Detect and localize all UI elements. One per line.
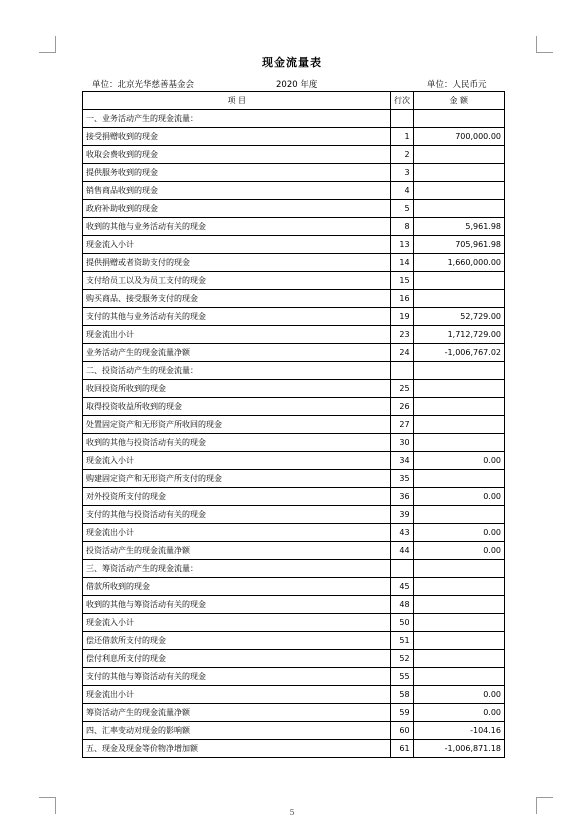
table-row (83, 740, 505, 758)
row-amount (413, 596, 504, 614)
document-title: 现金流量表 (262, 56, 322, 69)
table-row (83, 434, 505, 452)
row-line-no: 52 (391, 650, 413, 668)
row-amount (413, 398, 504, 416)
row-item: 现金流入小计 (83, 236, 391, 254)
organization-unit: 单位：北京光华慈善基金会 (92, 80, 195, 90)
row-line-no: 39 (391, 506, 413, 524)
row-amount (413, 668, 504, 686)
table-row (83, 488, 505, 506)
table-row (83, 578, 505, 596)
table-row (83, 380, 505, 398)
table-row (83, 632, 505, 650)
row-item: 业务活动产生的现金流量净额 (83, 344, 391, 362)
table-row (83, 164, 505, 182)
table-row (83, 128, 505, 146)
row-amount (413, 182, 504, 200)
row-line-no (391, 110, 413, 128)
row-line-no: 43 (391, 524, 413, 542)
table-row (83, 362, 505, 380)
table-row (83, 524, 505, 542)
table-row (83, 416, 505, 434)
row-amount (413, 290, 504, 308)
row-line-no (391, 560, 413, 578)
row-line-no: 24 (391, 344, 413, 362)
row-amount: -104.16 (413, 722, 504, 740)
row-item: 支付的其他与投资活动有关的现金 (83, 506, 391, 524)
row-amount: 700,000.00 (413, 128, 504, 146)
row-item: 偿还借款所支付的现金 (83, 632, 391, 650)
row-amount (413, 470, 504, 488)
table-row (83, 200, 505, 218)
row-line-no: 45 (391, 578, 413, 596)
row-line-no: 48 (391, 596, 413, 614)
row-item: 三、筹资活动产生的现金流量： (83, 560, 391, 578)
row-amount (413, 434, 504, 452)
row-item: 接受捐赠收到的现金 (83, 128, 391, 146)
row-amount: 0.00 (413, 686, 504, 704)
table-row (83, 272, 505, 290)
row-amount (413, 560, 504, 578)
header-line-no: 行次 (391, 92, 413, 110)
row-amount: 0.00 (413, 542, 504, 560)
table-row (83, 290, 505, 308)
row-amount (413, 506, 504, 524)
row-line-no: 59 (391, 704, 413, 722)
table-row (83, 182, 505, 200)
row-line-no: 8 (391, 218, 413, 236)
row-amount (413, 200, 504, 218)
table-row (83, 650, 505, 668)
row-line-no: 1 (391, 128, 413, 146)
row-line-no: 26 (391, 398, 413, 416)
row-amount: 5,961.98 (413, 218, 504, 236)
row-line-no: 5 (391, 200, 413, 218)
cash-flow-table (82, 91, 505, 758)
row-amount: -1,006,767.02 (413, 344, 504, 362)
row-line-no (391, 362, 413, 380)
row-amount (413, 272, 504, 290)
table-row (83, 218, 505, 236)
row-amount (413, 110, 504, 128)
row-line-no: 3 (391, 164, 413, 182)
row-line-no: 36 (391, 488, 413, 506)
row-item: 收取会费收到的现金 (83, 146, 391, 164)
row-line-no: 34 (391, 452, 413, 470)
table-row (83, 470, 505, 488)
header-item: 项 目 (83, 92, 391, 110)
row-line-no: 2 (391, 146, 413, 164)
currency-unit: 单位：人民币元 (427, 80, 487, 90)
row-amount (413, 362, 504, 380)
row-amount (413, 578, 504, 596)
row-item: 一、业务活动产生的现金流量： (83, 110, 391, 128)
row-line-no: 50 (391, 614, 413, 632)
row-line-no: 35 (391, 470, 413, 488)
row-item: 支付的其他与筹资活动有关的现金 (83, 668, 391, 686)
row-item: 提供服务收到的现金 (83, 164, 391, 182)
row-amount: 0.00 (413, 452, 504, 470)
row-item: 取得投资收益所收到的现金 (83, 398, 391, 416)
table-row (83, 704, 505, 722)
row-amount (413, 164, 504, 182)
row-amount: 1,712,729.00 (413, 326, 504, 344)
row-item: 投资活动产生的现金流量净额 (83, 542, 391, 560)
fiscal-year: 2020 年度 (276, 80, 318, 90)
table-row (83, 110, 505, 128)
row-item: 五、现金及现金等价物净增加额 (83, 740, 391, 758)
table-row (83, 686, 505, 704)
row-line-no: 27 (391, 416, 413, 434)
row-item: 提供捐赠或者资助支付的现金 (83, 254, 391, 272)
row-item: 现金流入小计 (83, 614, 391, 632)
row-line-no: 44 (391, 542, 413, 560)
row-line-no: 51 (391, 632, 413, 650)
table-row (83, 506, 505, 524)
row-item: 销售商品收到的现金 (83, 182, 391, 200)
row-line-no: 14 (391, 254, 413, 272)
row-line-no: 4 (391, 182, 413, 200)
row-item: 现金流出小计 (83, 686, 391, 704)
row-item: 购买商品、接受服务支付的现金 (83, 290, 391, 308)
row-item: 收到的其他与投资活动有关的现金 (83, 434, 391, 452)
row-amount (413, 416, 504, 434)
row-item: 现金流入小计 (83, 452, 391, 470)
row-item: 收到的其他与筹资活动有关的现金 (83, 596, 391, 614)
table-row (83, 542, 505, 560)
table-row (83, 398, 505, 416)
row-line-no: 25 (391, 380, 413, 398)
table-row (83, 452, 505, 470)
row-item: 现金流出小计 (83, 326, 391, 344)
row-line-no: 58 (391, 686, 413, 704)
row-amount: 705,961.98 (413, 236, 504, 254)
page-number: 5 (289, 808, 295, 817)
row-item: 二、投资活动产生的现金流量： (83, 362, 391, 380)
row-amount (413, 614, 504, 632)
row-item: 政府补助收到的现金 (83, 200, 391, 218)
row-line-no: 61 (391, 740, 413, 758)
row-line-no: 16 (391, 290, 413, 308)
table-row (83, 146, 505, 164)
row-line-no: 60 (391, 722, 413, 740)
row-item: 偿付利息所支付的现金 (83, 650, 391, 668)
row-item: 现金流出小计 (83, 524, 391, 542)
table-row (83, 344, 505, 362)
row-line-no: 30 (391, 434, 413, 452)
row-amount: 1,660,000.00 (413, 254, 504, 272)
row-amount (413, 650, 504, 668)
row-item: 收到的其他与业务活动有关的现金 (83, 218, 391, 236)
table-header-row (83, 92, 505, 110)
row-amount: -1,006,871.18 (413, 740, 504, 758)
row-item: 处置固定资产和无形资产所收回的现金 (83, 416, 391, 434)
table-row (83, 560, 505, 578)
row-line-no: 15 (391, 272, 413, 290)
corner-mark-top-left (39, 36, 56, 53)
table-row (83, 254, 505, 272)
row-line-no: 19 (391, 308, 413, 326)
row-amount (413, 632, 504, 650)
corner-mark-top-right (536, 36, 553, 53)
row-amount: 52,729.00 (413, 308, 504, 326)
table-row (83, 326, 505, 344)
row-amount (413, 380, 504, 398)
row-line-no: 55 (391, 668, 413, 686)
row-item: 购建固定资产和无形资产所支付的现金 (83, 470, 391, 488)
row-line-no: 23 (391, 326, 413, 344)
row-item: 四、汇率变动对现金的影响额 (83, 722, 391, 740)
row-amount: 0.00 (413, 488, 504, 506)
row-amount: 0.00 (413, 524, 504, 542)
row-item: 支付的其他与业务活动有关的现金 (83, 308, 391, 326)
table-row (83, 596, 505, 614)
row-line-no: 13 (391, 236, 413, 254)
table-row (83, 236, 505, 254)
row-item: 收回投资所收到的现金 (83, 380, 391, 398)
row-item: 借款所收到的现金 (83, 578, 391, 596)
row-item: 支付给员工以及为员工支付的现金 (83, 272, 391, 290)
table-row (83, 614, 505, 632)
row-item: 对外投资所支付的现金 (83, 488, 391, 506)
table-row (83, 668, 505, 686)
table-row (83, 308, 505, 326)
row-item: 筹资活动产生的现金流量净额 (83, 704, 391, 722)
header-amount: 金 额 (413, 92, 504, 110)
table-row (83, 722, 505, 740)
row-amount: 0.00 (413, 704, 504, 722)
row-amount (413, 146, 504, 164)
